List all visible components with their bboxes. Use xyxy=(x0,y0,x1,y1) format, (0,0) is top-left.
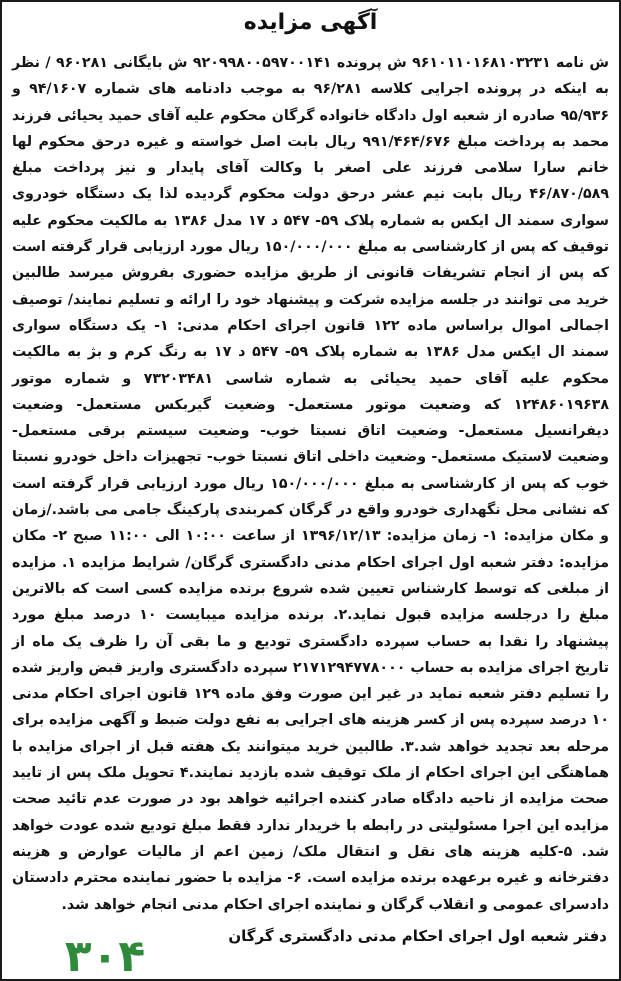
notice-title: آگهی مزایده xyxy=(243,10,378,35)
handwritten-number xyxy=(10,925,200,979)
notice-body: ش نامه ۹۶۱۰۱۱۰۱۶۸۱۰۳۲۳۱ ش پرونده ۹۲۰۹۹۸۰۰۵۹۷۰۰۱۴۱ ش بایگانی ۹۶۰۲۸۱ / نظر به اینکه در پرونده اجرایی کلاسه ۹۶/۲۸۱ به موجب دادنامه های شماره ۹۴/۱۶۰۷ و ۹۵/۹۳۶ صادره از شعبه اول دادگاه خانواده گرگان محکوم علیه آقای حمید یحیائی فرزند محمد به پرداخت مبلغ ۹۹۱/۴۶۴/۶۷۶ ریال بابت اصل خواسته و غیره درحق محکوم لها خانم سارا سلامی فرزند علی اصغر با وکالت آقای پایدار و نیز پرداخت مبلغ ۴۶/۸۷۰/۵۸۹ ریال بابت نیم عشر درحق دولت محکوم گردیده لذا یک دستگاه خودروی سواری سمند ال ایکس به شماره پلاک ۵۹- ۵۴۷ د ۱۷ مدل ۱۳۸۶ به مالکیت محکوم علیه توقیف که پس از کارشناسی به مبلغ ۱۵۰/۰۰۰/۰۰۰ ریال مورد ارزیابی قرار گرفته است که پس از انجام تشریفات قانونی از طریق مزایده حضوری بفروش میرسد طالبین خرید می توانند در جلسه مزایده شرکت و پیشنهاد خود را ارائه و تسلیم نمایند/ توصیف اجمالی اموال براساس ماده ۱۲۲ قانون اجرای احکام مدنی: ۱- یک دستگاه سواری سمند ال ایکس مدل ۱۳۸۶ به شماره پلاک ۵۹- ۵۴۷ د ۱۷ به رنگ کرم و بژ به مالکیت محکوم علیه آقای حمید یحیائی به شماره شاسی ۷۳۲۰۳۴۸۱ و شماره موتور ۱۲۴۸۶۰۱۹۶۳۸ که وضعیت موتور مستعمل- وضعیت گیربکس مستعمل- وضعیت دیفرانسیل مستعمل- وضعیت اتاق نسبتا خوب- وضعیت سیستم برقی مستعمل- وضعیت لاستیک مستعمل- وضعیت داخلی اتاق نسبتا خوب- تجهیزات داخل خودرو نسبتا خوب که پس از کارشناسی به مبلغ ۱۵۰/۰۰۰/۰۰۰ ریال مورد ارزیابی قرار گرفته است که نشانی محل نگهداری خودرو واقع در گرگان کمربندی پارکینگ جامی می باشد./زمان و مکان مزایده: ۱- زمان مزایده: ۱۳۹۶/۱۲/۱۳ از ساعت ۱۰:۰۰ الی ۱۱:۰۰ صبح ۲- مکان مزایده: دفتر شعبه اول اجرای احکام مدنی دادگستری گرگان/ شرایط مزایده ۱. مزایده از مبلغی که توسط کارشناس تعیین شده شروع برنده مزایده کسی است که بالاترین مبلغ را درجلسه مزایده قبول نماید.۲. برنده مزایده میبایست ۱۰ درصد مبلغ مورد پیشنهاد را نقدا به حساب سپرده دادگستری تودیع و ما بقی آن را ظرف یک ماه از تاریخ اجرای مزایده به حساب ۲۱۷۱۲۹۴۷۷۸۰۰۰ سپرده دادگستری واریز قبض واریز شده را تسلیم دفتر شعبه نماید در غیر این صورت وفق ماده ۱۲۹ قانون اجرای احکام مدنی ۱۰ درصد سپرده پس از کسر هزینه های اجرایی به نفع دولت ضبط و آگهی مزایده برای مرحله بعد تجدید خواهد شد.۳. طالبین خرید میتوانند یک هفته قبل از اجرای مزایده با هماهنگی این اجرای احکام از ملک توقیف شده بازدید نمایند.۴ تحویل ملک پس از تایید صحت مزایده از ناحیه دادگاه صادر کننده اجرائیه خواهد بود در صورت عدم تائید صحت مزایده این اجرا مسئولیتی در رابطه با خریدار ندارد فقط مبلغ تودیع شده عودت خواهد شد. ۵-کلیه هزینه های نقل و انتقال ملک/ زمین اعم از مالیات عوارض و هزینه دفترخانه و غیره برعهده برنده مزایده است. ۶- مزایده با حضور نماینده محترم دادستان دادسرای عمومی و انقلاب گرگان و نماینده اجرای احکام مدنی انجام خواهد شد. xyxy=(12,55,610,913)
issuer-signature: دفتر شعبه اول اجرای احکام مدنی دادگستری گرگان xyxy=(228,927,607,945)
handwritten-number-text: ۳۰۴ xyxy=(64,931,146,979)
